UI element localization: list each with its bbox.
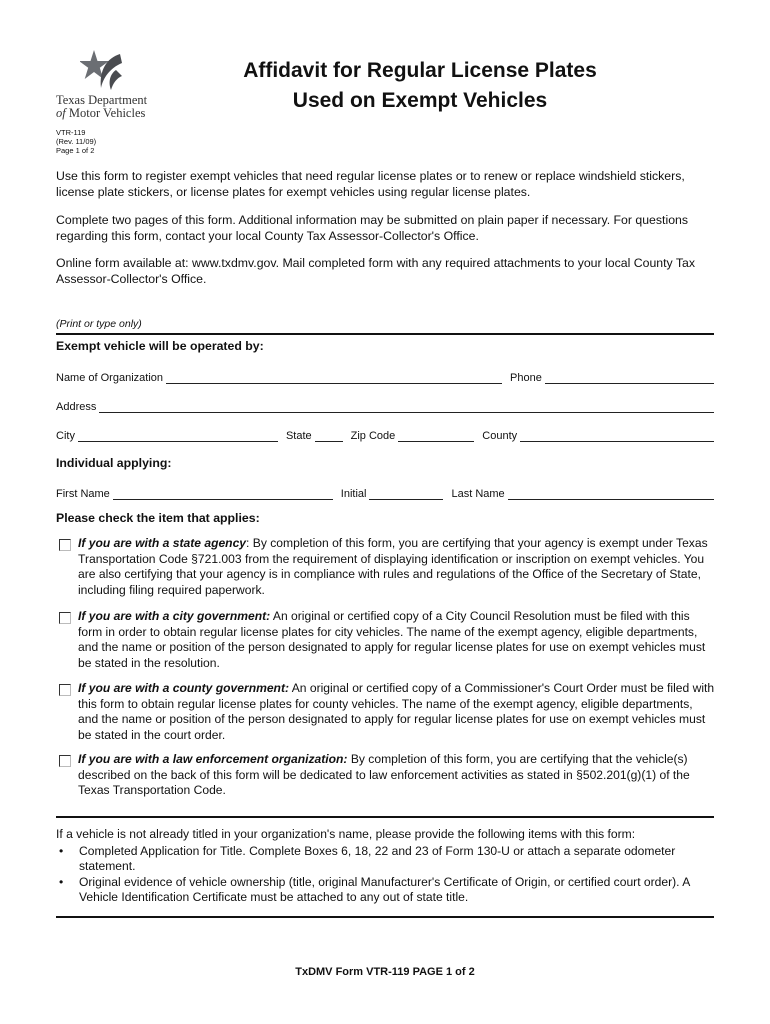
zip-label: Zip Code (350, 430, 396, 442)
city-label: City (56, 430, 75, 442)
law-enforcement-checkbox[interactable] (59, 755, 71, 767)
section-divider-3 (56, 916, 714, 918)
county-government-lead: If you are with a county government: (78, 681, 289, 695)
state-agency-sep: : (246, 536, 250, 550)
address-label: Address (56, 401, 97, 413)
address-field[interactable] (99, 400, 714, 413)
city-government-text (78, 609, 716, 671)
title-requirement-item (56, 875, 716, 906)
logo-wordmark (56, 94, 147, 120)
logo-line-1: Texas Department (56, 93, 148, 107)
form-revision: (Rev. 11/09) (56, 137, 97, 146)
state-field[interactable] (315, 429, 343, 442)
zip-field[interactable] (398, 429, 474, 442)
county-government-body: An original or certified copy of a Commissioner's Court Order must be filed with this form to obtain regular license plates for county vehicles. The name of the exempt agency, eligible departments, and the name or position of the person designated to apply for regular license plates for use on exempt vehicles must be stated in the court order. (78, 681, 715, 742)
check-item-state-agency (56, 536, 716, 598)
print-note: (Print or type only) (56, 318, 142, 330)
title-requirement-text: Completed Application for Title. Complete Boxes 6, 18, 22 and 23 of Form 130-U or attach a separate odometer statement. (79, 843, 676, 873)
city-row (56, 426, 714, 442)
law-enforcement-lead: If you are with a law enforcement organization: (78, 752, 348, 766)
first-name-label: First Name (56, 488, 110, 500)
phone-label: Phone (510, 372, 542, 384)
city-government-body: An original or certified copy of a City Council Resolution must be filed with this form in order to obtain regular license plates for city vehicles. The name of the exempt agency, eligible departments, and the name or position of the person designated to apply for regular license plates for use on exempt vehicles must be stated in the resolution. (78, 609, 706, 670)
initial-field[interactable] (369, 487, 443, 500)
title-requirements (56, 827, 716, 906)
check-item-city-government (56, 609, 716, 671)
logo-of: of (56, 106, 66, 120)
city-government-checkbox[interactable] (59, 612, 71, 624)
intro-paragraph-2: Complete two pages of this form. Additional information may be submitted on plain paper if necessary. For questions regarding this form, contact your local County Tax Assessor-Collector's Office. (56, 213, 689, 243)
txdmv-logo (56, 48, 166, 123)
city-government-lead: If you are with a city government: (78, 609, 271, 623)
last-name-label: Last Name (451, 488, 505, 500)
state-agency-checkbox[interactable] (59, 539, 71, 551)
form-number: VTR-119 (56, 128, 86, 137)
first-name-field[interactable] (113, 487, 333, 500)
operated-by-heading: Exempt vehicle will be operated by: (56, 339, 264, 353)
organization-row (56, 368, 714, 384)
page-footer: TxDMV Form VTR-119 PAGE 1 of 2 (295, 966, 475, 978)
section-divider-2 (56, 816, 714, 818)
title-requirement-text: Original evidence of vehicle ownership (title, original Manufacturer's Certificate of Origin, or certified court order). A Vehicle Identification Certificate must be attached to any out of state title. (79, 874, 690, 904)
intro-paragraph-1: Use this form to register exempt vehicles that need regular license plates or to renew or replace windshield stickers, license plate stickers, or license plates for exempt vehicles using regular license plates. (56, 169, 685, 199)
page-title (170, 56, 670, 116)
county-government-checkbox[interactable] (59, 684, 71, 696)
organization-label: Name of Organization (56, 372, 163, 384)
form-page: Page 1 of 2 (56, 146, 95, 155)
logo-line-2 (56, 107, 147, 120)
bullet-icon: • (59, 874, 64, 889)
phone-field[interactable] (545, 371, 714, 384)
initial-label: Initial (340, 488, 367, 500)
check-item-law-enforcement (56, 752, 716, 799)
title-requirement-item (56, 844, 716, 875)
state-agency-text (78, 536, 716, 598)
title-line-1: Affidavit for Regular License Plates (243, 59, 597, 82)
individual-heading: Individual applying: (56, 456, 172, 470)
organization-field[interactable] (166, 371, 502, 384)
check-item-county-government (56, 681, 716, 743)
law-enforcement-body: By completion of this form, you are certifying that the vehicle(s) described on the back of this form will be dedicated to law enforcement activities as stated in §502.201(g)(1) of the Texas Transportation Code. (78, 752, 690, 797)
county-government-text (78, 681, 716, 743)
txdmv-star-icon (80, 48, 126, 94)
law-enforcement-text (78, 752, 716, 799)
state-label: State (285, 430, 312, 442)
title-requirements-intro: If a vehicle is not already titled in your organization's name, please provide the following items with this form: (56, 827, 636, 841)
title-line-2: Used on Exempt Vehicles (292, 89, 548, 112)
check-heading: Please check the item that applies: (56, 511, 260, 525)
county-field[interactable] (520, 429, 714, 442)
city-field[interactable] (78, 429, 278, 442)
logo-motor-vehicles: Motor Vehicles (65, 106, 146, 120)
section-divider (56, 333, 714, 335)
form-id (56, 128, 96, 155)
address-row (56, 397, 714, 413)
intro-paragraph-3: Online form available at: www.txdmv.gov. Mail completed form with any required attachments to your local County Tax Assessor-Collector's Office. (56, 256, 696, 286)
county-label: County (482, 430, 518, 442)
state-agency-body: By completion of this form, you are certifying that your agency is exempt under Texas Transportation Code §721.003 from the requirement of displaying identification or inscription on exempt vehicles. You are also certifying that your agency is in compliance with rules and regulations of the Office of the Secretary of State, including filing required paperwork. (78, 536, 708, 597)
state-agency-lead: If you are with a state agency (78, 536, 247, 550)
last-name-field[interactable] (508, 487, 714, 500)
individual-row (56, 484, 714, 500)
bullet-icon: • (59, 843, 64, 858)
